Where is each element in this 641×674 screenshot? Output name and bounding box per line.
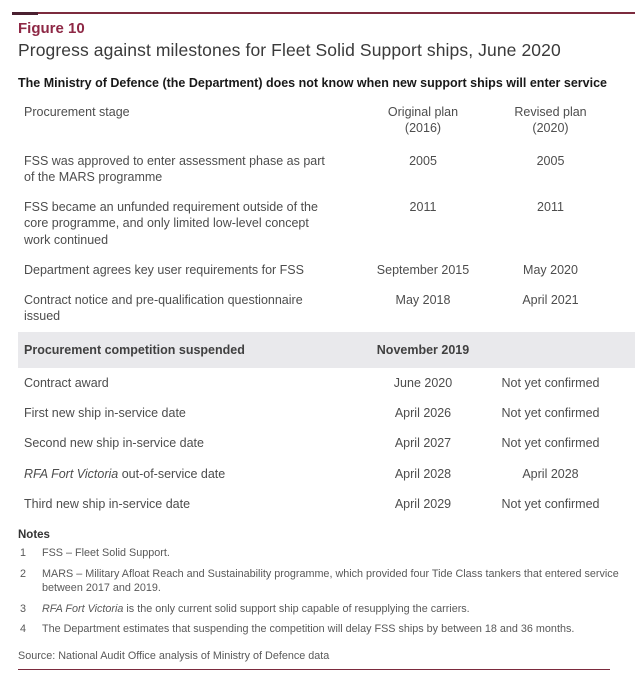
note-item-3: [18, 602, 628, 617]
stage-cell: [18, 398, 354, 428]
note-item-2: [18, 567, 628, 596]
stage-cell: [18, 459, 354, 489]
stage-text: First new ship in-service date: [24, 406, 186, 420]
original-plan-cell: June 2020: [393, 375, 453, 390]
stage-text: Department agrees key user requirements for FSS: [24, 262, 304, 277]
stage-text: FSS became an unfunded requirement outside of the core programme, and only limited low-level concept work continued: [24, 200, 318, 247]
original-plan-cell: November 2019: [376, 342, 470, 357]
figure-label: Figure 10: [18, 20, 85, 37]
revised-plan-cell: 2011: [537, 200, 564, 214]
revised-plan-cell: [492, 332, 635, 346]
table-row: [18, 489, 635, 519]
table-row-highlighted-suspended: [18, 332, 635, 368]
revised-plan-cell: April 2028: [522, 466, 579, 481]
revised-plan-cell: Not yet confirmed: [501, 436, 600, 451]
stage-cell: [18, 368, 354, 398]
original-plan-cell: 2011: [409, 200, 437, 214]
stage-text: Contract notice and pre-qualification questionnaire issued: [24, 293, 303, 324]
original-plan-cell: 2005: [409, 153, 437, 168]
revised-plan-cell: Not yet confirmed: [501, 375, 600, 390]
table-row: [18, 192, 635, 255]
note-item-1: [18, 546, 628, 561]
column-header-revised-line2: (2020): [532, 121, 569, 136]
stage-text: Contract award: [24, 375, 109, 390]
stage-italic-text: RFA Fort Victoria: [24, 466, 119, 481]
stage-cell: [18, 255, 354, 285]
stage-cell: [18, 192, 354, 255]
table-row: [18, 398, 635, 428]
column-header-stage: Procurement stage: [24, 105, 130, 119]
stage-cell: [18, 489, 354, 519]
original-plan-cell: September 2015: [376, 262, 470, 277]
note-number: 4: [20, 623, 27, 636]
revised-plan-cell: 2005: [536, 153, 565, 168]
note-text: [42, 567, 628, 596]
revised-plan-cell: Not yet confirmed: [501, 406, 600, 420]
column-header-revised-line1: Revised plan: [514, 105, 587, 119]
figure-subtitle: The Ministry of Defence (the Department) does not know when new support ships will enter service: [18, 76, 607, 90]
top-divider-rule: [18, 12, 635, 14]
table-row: [18, 285, 635, 332]
figure-title: Progress against milestones for Fleet Solid Support ships, June 2020: [18, 40, 561, 60]
note-body-text: The Department estimates that suspending the competition will delay FSS ships by between 18 and 36 months.: [42, 623, 575, 636]
revised-plan-cell: April 2021: [522, 293, 579, 307]
stage-cell: [18, 146, 354, 193]
bottom-divider-rule: [18, 669, 610, 671]
table-header-row: [18, 100, 635, 146]
table-row-rfa-fort-victoria: [18, 459, 635, 489]
stage-cell: [18, 332, 354, 368]
stage-text: out-of-service date: [118, 466, 226, 481]
stage-text: Second new ship in-service date: [24, 436, 204, 451]
original-plan-cell: April 2028: [394, 466, 452, 481]
note-text: [42, 546, 628, 561]
report-figure-page: [0, 12, 641, 674]
note-body-text: FSS – Fleet Solid Support.: [42, 547, 170, 559]
stage-text: Third new ship in-service date: [24, 496, 191, 511]
source-attribution: Source: National Audit Office analysis of Ministry of Defence data: [18, 649, 330, 662]
revised-plan-cell: Not yet confirmed: [501, 496, 600, 511]
column-header-original-plan: [354, 100, 492, 146]
table-row: [18, 146, 635, 193]
revised-plan-cell: May 2020: [523, 262, 578, 277]
note-body-text: MARS – Military Afloat Reach and Sustainability programme, which provided four Tide Class tankers that entered service between 2017 and 2019.: [42, 567, 619, 595]
stage-text: FSS was approved to enter assessment phase as part of the MARS programme: [24, 153, 325, 184]
column-header-original-line2: (2016): [404, 121, 442, 136]
note-item-4: [18, 622, 628, 637]
original-plan-cell: April 2029: [394, 496, 452, 511]
note-text: [42, 622, 628, 637]
table-row: [18, 428, 635, 458]
stage-cell: [18, 285, 354, 332]
table-row: [18, 368, 635, 398]
column-header-original-line1: Original plan: [387, 105, 459, 119]
notes-section: [18, 529, 628, 637]
note-text: [42, 602, 628, 617]
top-edge-fragment: [12, 12, 38, 15]
note-italic-text: RFA Fort Victoria: [42, 602, 124, 615]
note-number: 2: [20, 567, 27, 580]
original-plan-cell: April 2026: [394, 406, 452, 420]
note-number: 1: [20, 547, 27, 559]
note-body-text: is the only current solid support ship capable of resupplying the carriers.: [123, 602, 470, 615]
milestones-table: [18, 100, 635, 519]
stage-text: Procurement competition suspended: [24, 342, 245, 357]
column-header-revised-plan: [492, 100, 635, 146]
notes-heading: Notes: [18, 529, 50, 541]
stage-cell: [18, 428, 354, 458]
original-plan-cell: May 2018: [395, 293, 451, 307]
original-plan-cell: April 2027: [394, 436, 452, 451]
note-number: 3: [20, 602, 27, 615]
table-row: [18, 255, 635, 285]
